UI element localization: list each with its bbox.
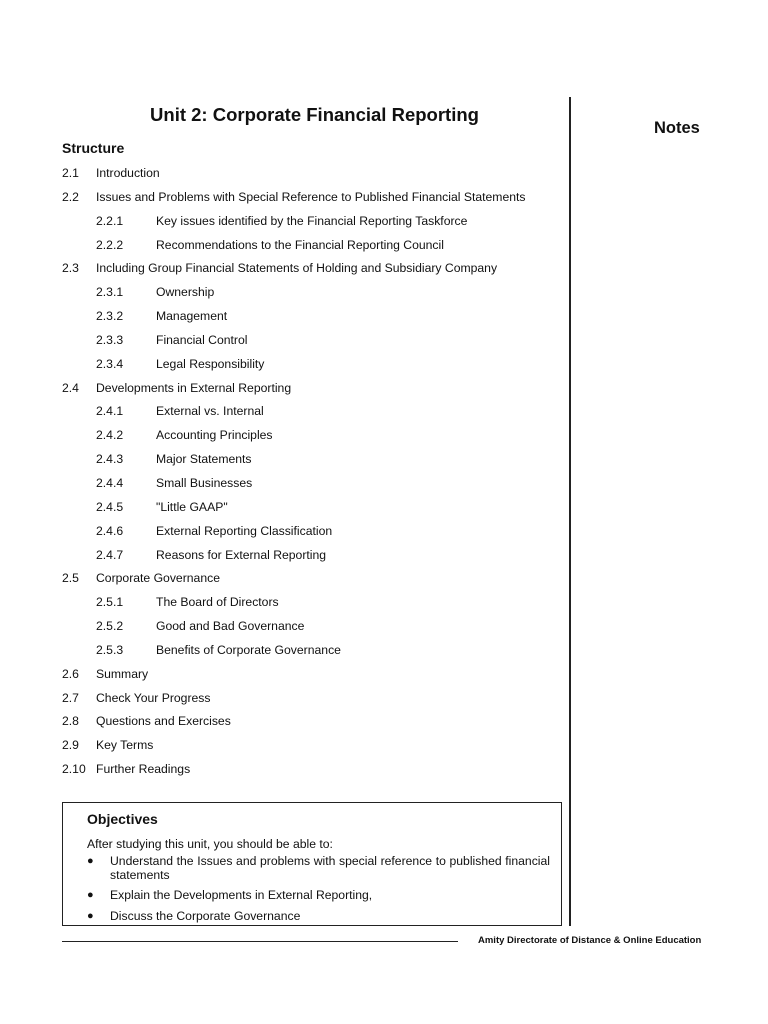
toc-number: 2.9: [62, 738, 79, 753]
toc-title: Developments in External Reporting: [96, 380, 292, 395]
toc-entry: [62, 687, 562, 711]
toc-title: Major Statements: [156, 452, 252, 467]
toc-entry: [62, 305, 562, 329]
toc-number: 2.2.2: [96, 237, 124, 252]
toc-entry: [62, 472, 562, 496]
toc-number: 2.1: [62, 166, 79, 180]
toc-number: 2.4.6: [96, 523, 124, 538]
toc-entry: [62, 544, 562, 568]
toc-number: 2.4.5: [96, 499, 124, 514]
toc-title: Benefits of Corporate Governance: [156, 642, 341, 657]
toc-number: 2.3.4: [96, 356, 124, 371]
objective-text: Explain the Developments in External Reporting,: [110, 888, 373, 902]
toc-entry: [62, 162, 562, 186]
toc-number: 2.5.3: [96, 642, 124, 657]
toc-title: Financial Control: [156, 332, 248, 347]
toc-entry: [62, 210, 562, 234]
toc-title: Legal Responsibility: [156, 356, 265, 371]
toc-number: 2.2.1: [96, 213, 124, 228]
toc-number: 2.5: [62, 571, 79, 586]
list-item: [87, 855, 550, 882]
toc-entry: [62, 734, 562, 758]
toc-number: 2.3.3: [96, 332, 124, 347]
toc-entry: [62, 329, 562, 353]
toc-title: Corporate Governance: [96, 571, 220, 586]
toc-title: Small Businesses: [156, 475, 253, 490]
toc-number: 2.6: [62, 666, 79, 681]
list-item: [87, 889, 550, 903]
objectives-list: [87, 855, 550, 930]
toc-title: Key Terms: [96, 738, 154, 753]
toc-entry: [62, 257, 562, 281]
toc-entry: [62, 591, 562, 615]
notes-divider: [569, 97, 571, 926]
toc-title: Management: [156, 309, 228, 324]
toc-number: 2.4.1: [96, 404, 124, 419]
toc-entry: [62, 520, 562, 544]
toc-title: Ownership: [156, 285, 215, 300]
bullet-icon: ●: [87, 889, 94, 901]
toc-title: Further Readings: [96, 762, 191, 777]
toc-number: 2.3: [62, 261, 79, 276]
toc-number: 2.4.4: [96, 475, 124, 490]
toc-entry: [62, 377, 562, 401]
toc-number: 2.4.3: [96, 452, 124, 467]
bullet-icon: ●: [87, 909, 94, 922]
toc-entry: [62, 710, 562, 734]
objectives-heading: Objectives: [87, 811, 158, 827]
objectives-box: [62, 802, 562, 926]
toc-title: "Little GAAP": [156, 499, 228, 514]
toc-entry: [62, 234, 562, 258]
notes-label: Notes: [654, 119, 700, 137]
toc-title: Accounting Principles: [156, 428, 273, 443]
toc-entry: [62, 353, 562, 377]
bullet-icon: ●: [87, 855, 94, 867]
toc-entry: [62, 424, 562, 448]
toc-entry: [62, 663, 562, 687]
objective-text: Discuss the Corporate Governance: [110, 908, 301, 923]
toc-title: Questions and Exercises: [96, 714, 231, 729]
toc-number: 2.3.2: [96, 309, 124, 324]
toc-entry: [62, 448, 562, 472]
toc-number: 2.7: [62, 690, 79, 705]
toc-title: Issues and Problems with Special Reference to Published Financial Statements: [96, 189, 526, 204]
toc-title: External Reporting Classification: [156, 523, 333, 538]
structure-heading: Structure: [62, 140, 125, 156]
toc-number: 2.3.1: [96, 285, 124, 300]
toc-title: The Board of Directors: [156, 595, 279, 610]
page-title: Unit 2: Corporate Financial Reporting: [150, 104, 479, 125]
toc-entry: [62, 639, 562, 663]
objective-text: Understand the Issues and problems with special reference to published financial statements: [110, 854, 550, 882]
toc-title: Summary: [96, 666, 149, 681]
toc-entry: [62, 567, 562, 591]
toc-entry: [62, 186, 562, 210]
toc-entry: [62, 496, 562, 520]
toc-number: 2.4: [62, 380, 79, 395]
toc-title: Key issues identified by the Financial Reporting Taskforce: [156, 213, 468, 228]
toc-title: External vs. Internal: [156, 404, 264, 419]
toc-entry: [62, 615, 562, 639]
toc-entry: [62, 758, 562, 782]
footer-rule: [62, 941, 458, 942]
toc-title: Introduction: [96, 166, 160, 180]
toc-title: Good and Bad Governance: [156, 619, 305, 634]
toc-number: 2.4.7: [96, 547, 124, 562]
toc-entry: [62, 281, 562, 305]
toc-number: 2.10: [62, 762, 86, 777]
toc-number: 2.4.2: [96, 428, 124, 443]
toc-entry: [62, 400, 562, 424]
list-item: [87, 910, 550, 924]
toc-title: Reasons for External Reporting: [156, 547, 327, 562]
toc-title: Including Group Financial Statements of Holding and Subsidiary Company: [96, 261, 498, 276]
toc-number: 2.8: [62, 714, 79, 729]
toc-number: 2.2: [62, 189, 79, 204]
toc-title: Recommendations to the Financial Reporting Council: [156, 237, 444, 252]
toc-number: 2.5.2: [96, 619, 124, 634]
footer-text: Amity Directorate of Distance & Online Education: [478, 935, 702, 946]
toc-number: 2.5.1: [96, 595, 124, 610]
objectives-intro: After studying this unit, you should be able to:: [87, 837, 333, 851]
toc-title: Check Your Progress: [96, 690, 211, 705]
table-of-contents: [62, 162, 562, 782]
